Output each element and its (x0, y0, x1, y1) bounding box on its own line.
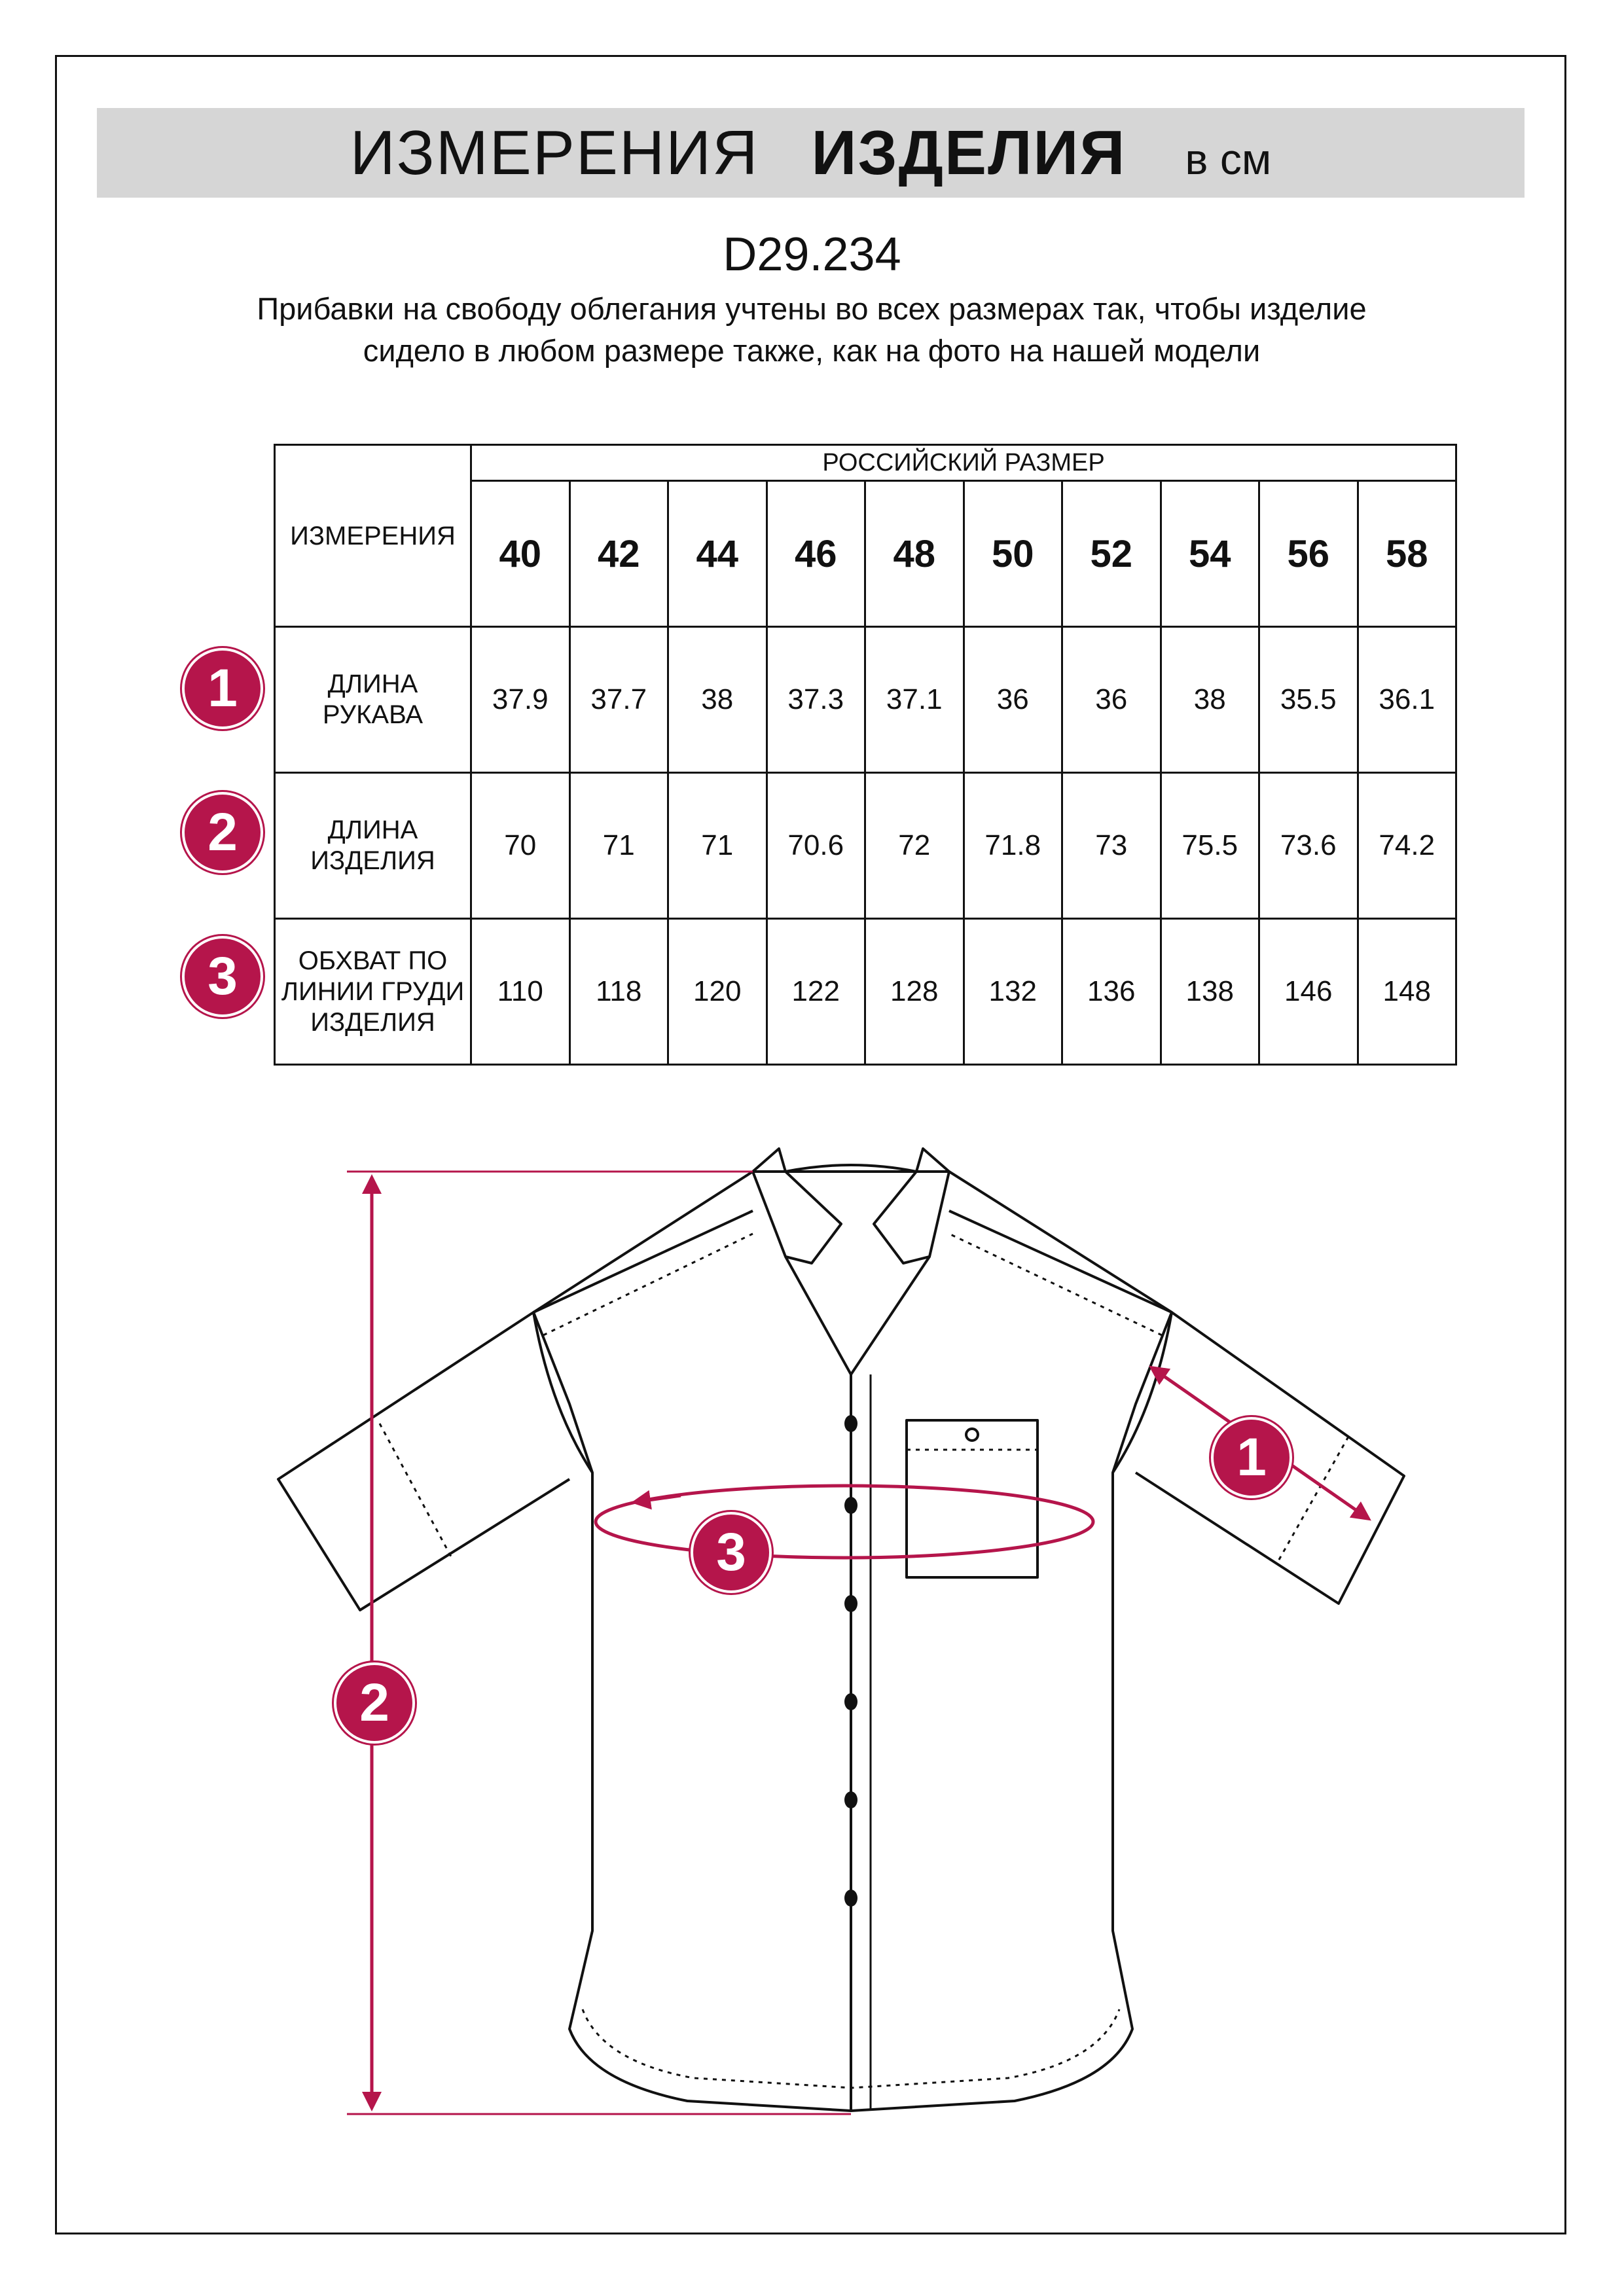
table-cell: 37.9 (471, 627, 570, 773)
measure-header: ИЗМЕРЕНИЯ (275, 445, 471, 627)
size-header-cell: 50 (964, 481, 1062, 627)
shirt-body (533, 1172, 1172, 2111)
table-cell: 73.6 (1259, 773, 1358, 919)
size-header-cell: 56 (1259, 481, 1358, 627)
table-cell: 74.2 (1358, 773, 1456, 919)
table-cell: 118 (569, 919, 668, 1065)
table-cell: 38 (668, 627, 767, 773)
left-sleeve (278, 1312, 569, 1610)
size-header-cell: 44 (668, 481, 767, 627)
size-header-cell: 54 (1161, 481, 1259, 627)
article-number: D29.234 (723, 228, 901, 281)
table-cell: 75.5 (1161, 773, 1259, 919)
table-cell: 35.5 (1259, 627, 1358, 773)
table-cell: 122 (767, 919, 865, 1065)
title-regular: ИЗМЕРЕНИЯ (350, 117, 759, 188)
table-cell: 73 (1062, 773, 1161, 919)
table-cell: 37.3 (767, 627, 865, 773)
marker-sleeve-length: 1 (1211, 1417, 1292, 1498)
table-cell: 120 (668, 919, 767, 1065)
table-cell: 36.1 (1358, 627, 1456, 773)
size-header-cell: 58 (1358, 481, 1456, 627)
table-cell: 72 (865, 773, 964, 919)
row-marker: 3 (182, 936, 263, 1017)
size-header-cell: 42 (569, 481, 668, 627)
table-cell: 36 (1062, 627, 1161, 773)
measure-lines (347, 1172, 1368, 2114)
table-cell: 146 (1259, 919, 1358, 1065)
table-cell: 136 (1062, 919, 1161, 1065)
table-cell: 138 (1161, 919, 1259, 1065)
table-cell: 38 (1161, 627, 1259, 773)
row-label: ДЛИНА ИЗДЕЛИЯ (275, 773, 471, 919)
size-header-cell: 40 (471, 481, 570, 627)
table-cell: 36 (964, 627, 1062, 773)
table-cell: 37.1 (865, 627, 964, 773)
table-cell: 71.8 (964, 773, 1062, 919)
table-cell: 132 (964, 919, 1062, 1065)
table-cell: 70.6 (767, 773, 865, 919)
title-unit: в см (1185, 134, 1272, 183)
marker-garment-length: 2 (334, 1662, 415, 1744)
size-system-header: РОССИЙСКИЙ РАЗМЕР (471, 445, 1456, 481)
table-cell: 110 (471, 919, 570, 1065)
row-marker: 1 (182, 648, 263, 729)
table-cell: 37.7 (569, 627, 668, 773)
row-label: ОБХВАТ ПО ЛИНИИ ГРУДИ ИЗДЕЛИЯ (275, 919, 471, 1065)
marker-chest-girth: 3 (691, 1512, 772, 1593)
shirt-outline (278, 1149, 1404, 2111)
table-cell: 71 (668, 773, 767, 919)
size-header-cell: 52 (1062, 481, 1161, 627)
table-cell: 71 (569, 773, 668, 919)
row-label: ДЛИНА РУКАВА (275, 627, 471, 773)
title-bold: ИЗДЕЛИЯ (811, 117, 1127, 188)
size-header-cell: 46 (767, 481, 865, 627)
table-cell: 128 (865, 919, 964, 1065)
table-cell: 70 (471, 773, 570, 919)
size-header-cell: 48 (865, 481, 964, 627)
table-cell: 148 (1358, 919, 1456, 1065)
fit-description: Прибавки на свободу облегания учтены во всех размерах так, чтобы изделие сидело в любом размере также, как на фото на нашей модели (257, 291, 1367, 368)
row-marker: 2 (182, 792, 263, 873)
